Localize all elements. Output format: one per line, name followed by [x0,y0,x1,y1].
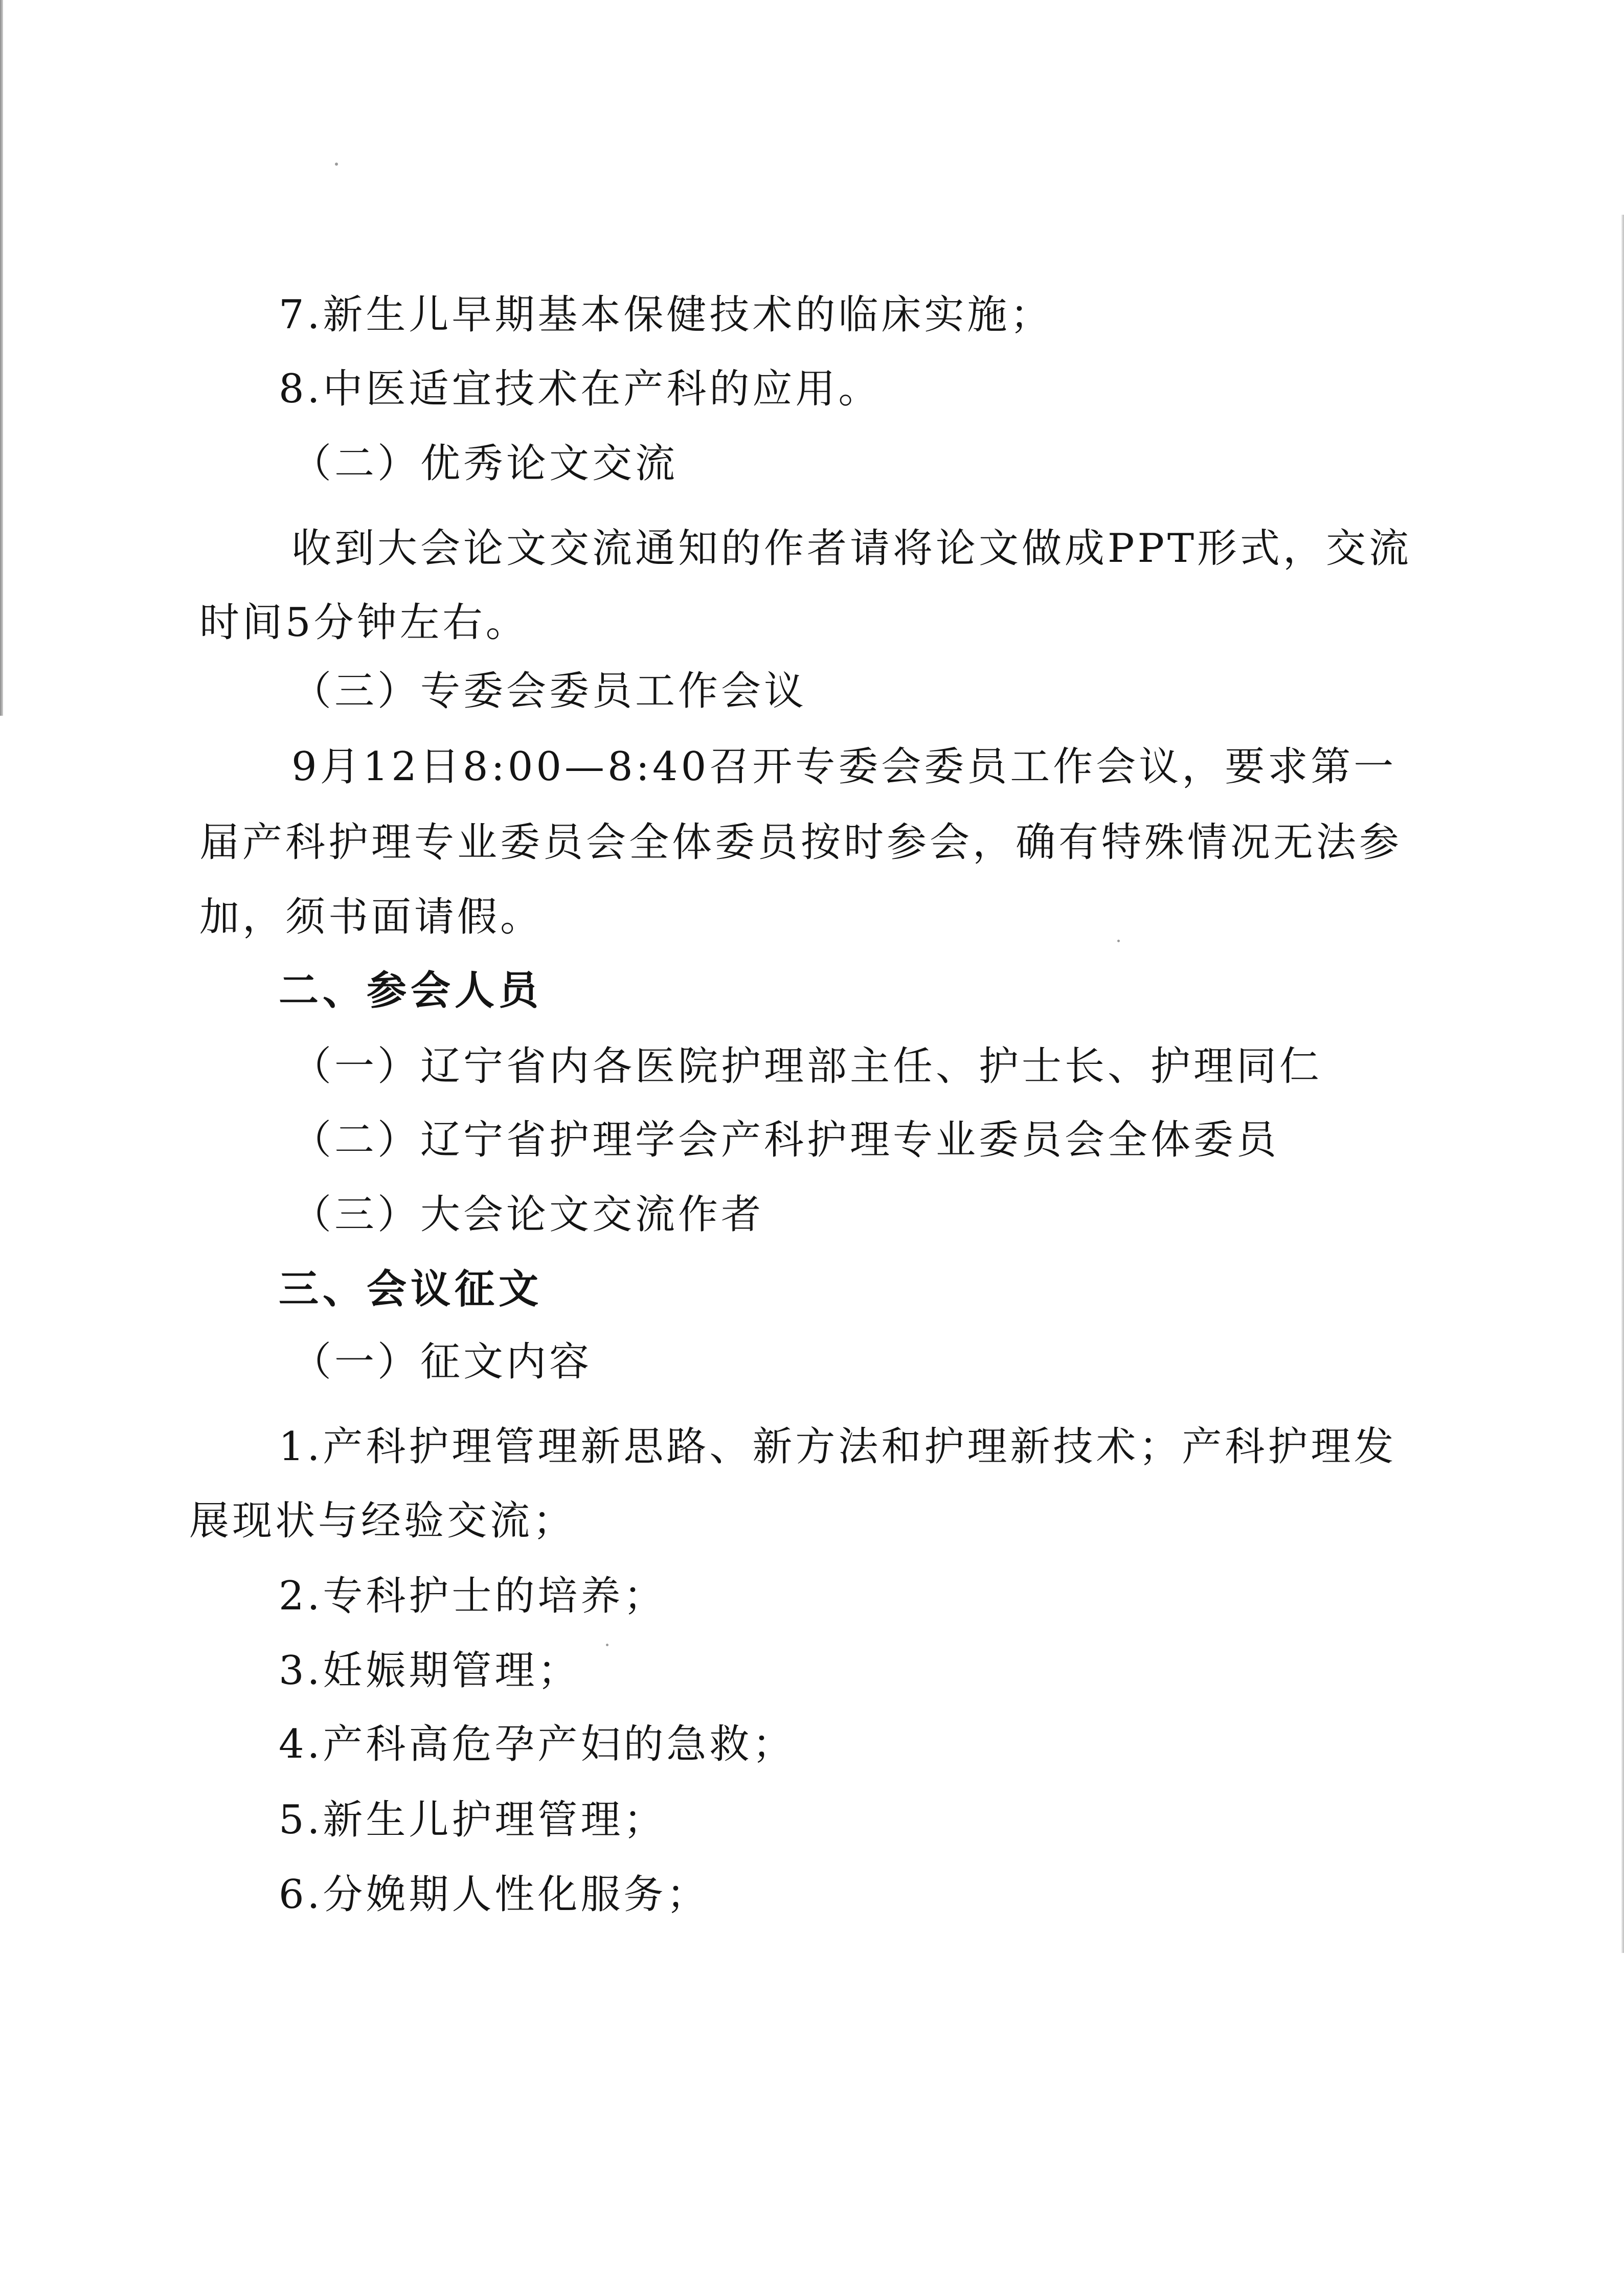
section-heading-call-for-papers: 三、会议征文 [279,1266,543,1312]
topic-item-continued: 展现状与经验交流； [189,1498,576,1544]
scan-border-left [0,0,3,716]
attendee-item: （二）辽宁省护理学会产科护理专业委员会全体委员 [291,1117,1280,1163]
attendee-item: （三）大会论文交流作者 [291,1192,764,1238]
paragraph-line: 加，须书面请假。 [199,894,544,940]
scan-speck [606,1644,608,1646]
paragraph-line: 时间5分钟左右。 [199,600,529,646]
topic-item: 6.分娩期人性化服务； [279,1872,710,1918]
list-item-7: 7.新生儿早期基本保健技术的临床实施； [279,292,1053,338]
scan-border-right [1621,215,1624,1953]
paragraph-line: 收到大会论文交流通知的作者请将论文做成PPT形式，交流 [291,526,1412,572]
scan-speck [335,163,338,166]
subheading-committee-meeting: （三）专委会委员工作会议 [291,668,807,714]
topic-item: 1.产科护理管理新思路、新方法和护理新技术；产科护理发 [279,1424,1397,1470]
attendee-item: （一）辽宁省内各医院护理部主任、护士长、护理同仁 [291,1043,1323,1089]
paragraph-line: 届产科护理专业委员会全体委员按时参会，确有特殊情况无法参 [199,820,1403,866]
subheading-paper-topics: （一）征文内容 [291,1339,593,1385]
scan-speck [1117,940,1120,942]
topic-item: 5.新生儿护理管理； [279,1797,667,1843]
paragraph-line: 9月12日8:00—8:40召开专委会委员工作会议，要求第一 [291,744,1397,790]
topic-item: 3.妊娠期管理； [279,1648,581,1694]
topic-item: 4.产科高危孕产妇的急救； [279,1721,796,1767]
section-heading-attendees: 二、参会人员 [279,968,543,1014]
list-item-8: 8.中医适宜技术在产科的应用。 [279,366,882,412]
topic-item: 2.专科护士的培养； [279,1573,667,1619]
subheading-paper-exchange: （二）优秀论文交流 [291,441,679,487]
